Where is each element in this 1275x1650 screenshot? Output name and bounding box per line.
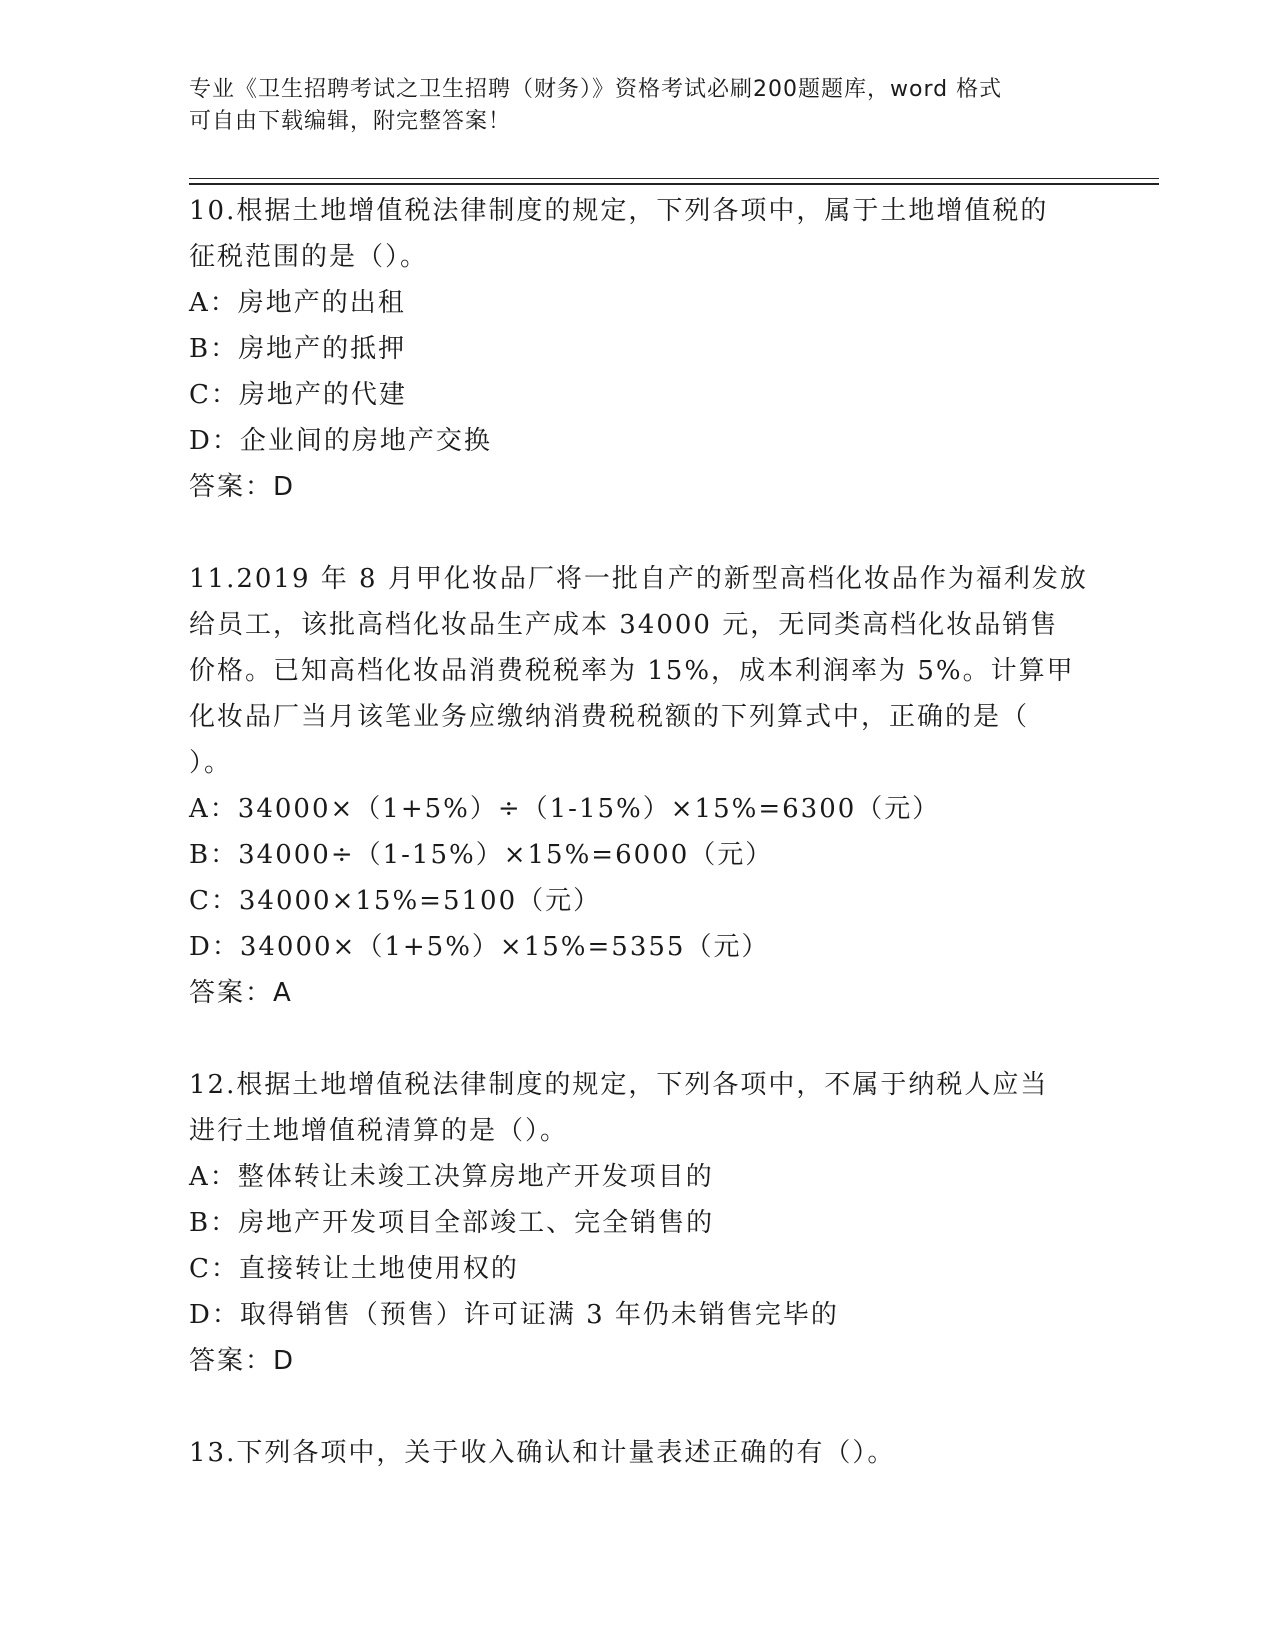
question-line: 10.根据土地增值税法律制度的规定，下列各项中，属于土地增值税的 — [189, 196, 1049, 226]
spacer — [189, 1384, 1089, 1430]
document-header — [189, 74, 1069, 138]
question-line: ）。 — [189, 748, 233, 778]
header-divider-thick — [189, 183, 1159, 185]
question-line: 12.根据土地增值税法律制度的规定，下列各项中，不属于纳税人应当 — [189, 1070, 1049, 1100]
answer: 答案：D — [189, 1346, 296, 1376]
question-line: 化妆品厂当月该笔业务应缴纳消费税税额的下列算式中，正确的是（ — [189, 702, 1030, 732]
question-line: 11.2019 年 8 月甲化妆品厂将一批自产的新型高档化妆品作为福利发放 — [189, 564, 1088, 594]
option-a: A：34000×（1+5%）÷（1-15%）×15%=6300（元） — [189, 794, 941, 824]
option-c: C：34000×15%=5100（元） — [189, 886, 602, 916]
question-line: 给员工，该批高档化妆品生产成本 34000 元，无同类高档化妆品销售 — [189, 610, 1059, 640]
option-d: D：34000×（1+5%）×15%=5355（元） — [189, 932, 770, 962]
question-line: 进行土地增值税清算的是（）。 — [189, 1116, 569, 1146]
option-b: B：34000÷（1-15%）×15%=6000（元） — [189, 840, 774, 870]
option-a: A：整体转让未竣工决算房地产开发项目的 — [189, 1162, 714, 1192]
header-divider — [189, 178, 1159, 179]
option-b: B：房地产开发项目全部竣工、完全销售的 — [189, 1208, 715, 1238]
spacer — [189, 1016, 1089, 1062]
answer: 答案：D — [189, 472, 296, 502]
question-list — [189, 188, 1089, 1476]
header-line-1: 专业《卫生招聘考试之卫生招聘（财务）》资格考试必刷200题题库，word 格式 — [189, 77, 1003, 102]
question-12 — [189, 1062, 1089, 1384]
header-line-2: 可自由下载编辑，附完整答案！ — [189, 109, 512, 134]
question-13 — [189, 1430, 1089, 1476]
option-b: B：房地产的抵押 — [189, 334, 407, 364]
option-c: C：房地产的代建 — [189, 380, 407, 410]
option-a: A：房地产的出租 — [189, 288, 406, 318]
option-d: D：取得销售（预售）许可证满 3 年仍未销售完毕的 — [189, 1300, 839, 1330]
question-10 — [189, 188, 1089, 510]
question-line: 征税范围的是（）。 — [189, 242, 429, 272]
spacer — [189, 510, 1089, 556]
answer: 答案：A — [189, 978, 293, 1008]
question-line: 13.下列各项中，关于收入确认和计量表述正确的有（）。 — [189, 1438, 896, 1468]
option-d: D：企业间的房地产交换 — [189, 426, 492, 456]
option-c: C：直接转让土地使用权的 — [189, 1254, 519, 1284]
question-11 — [189, 556, 1089, 1016]
question-line: 价格。已知高档化妆品消费税税率为 15%，成本利润率为 5%。计算甲 — [189, 656, 1075, 686]
